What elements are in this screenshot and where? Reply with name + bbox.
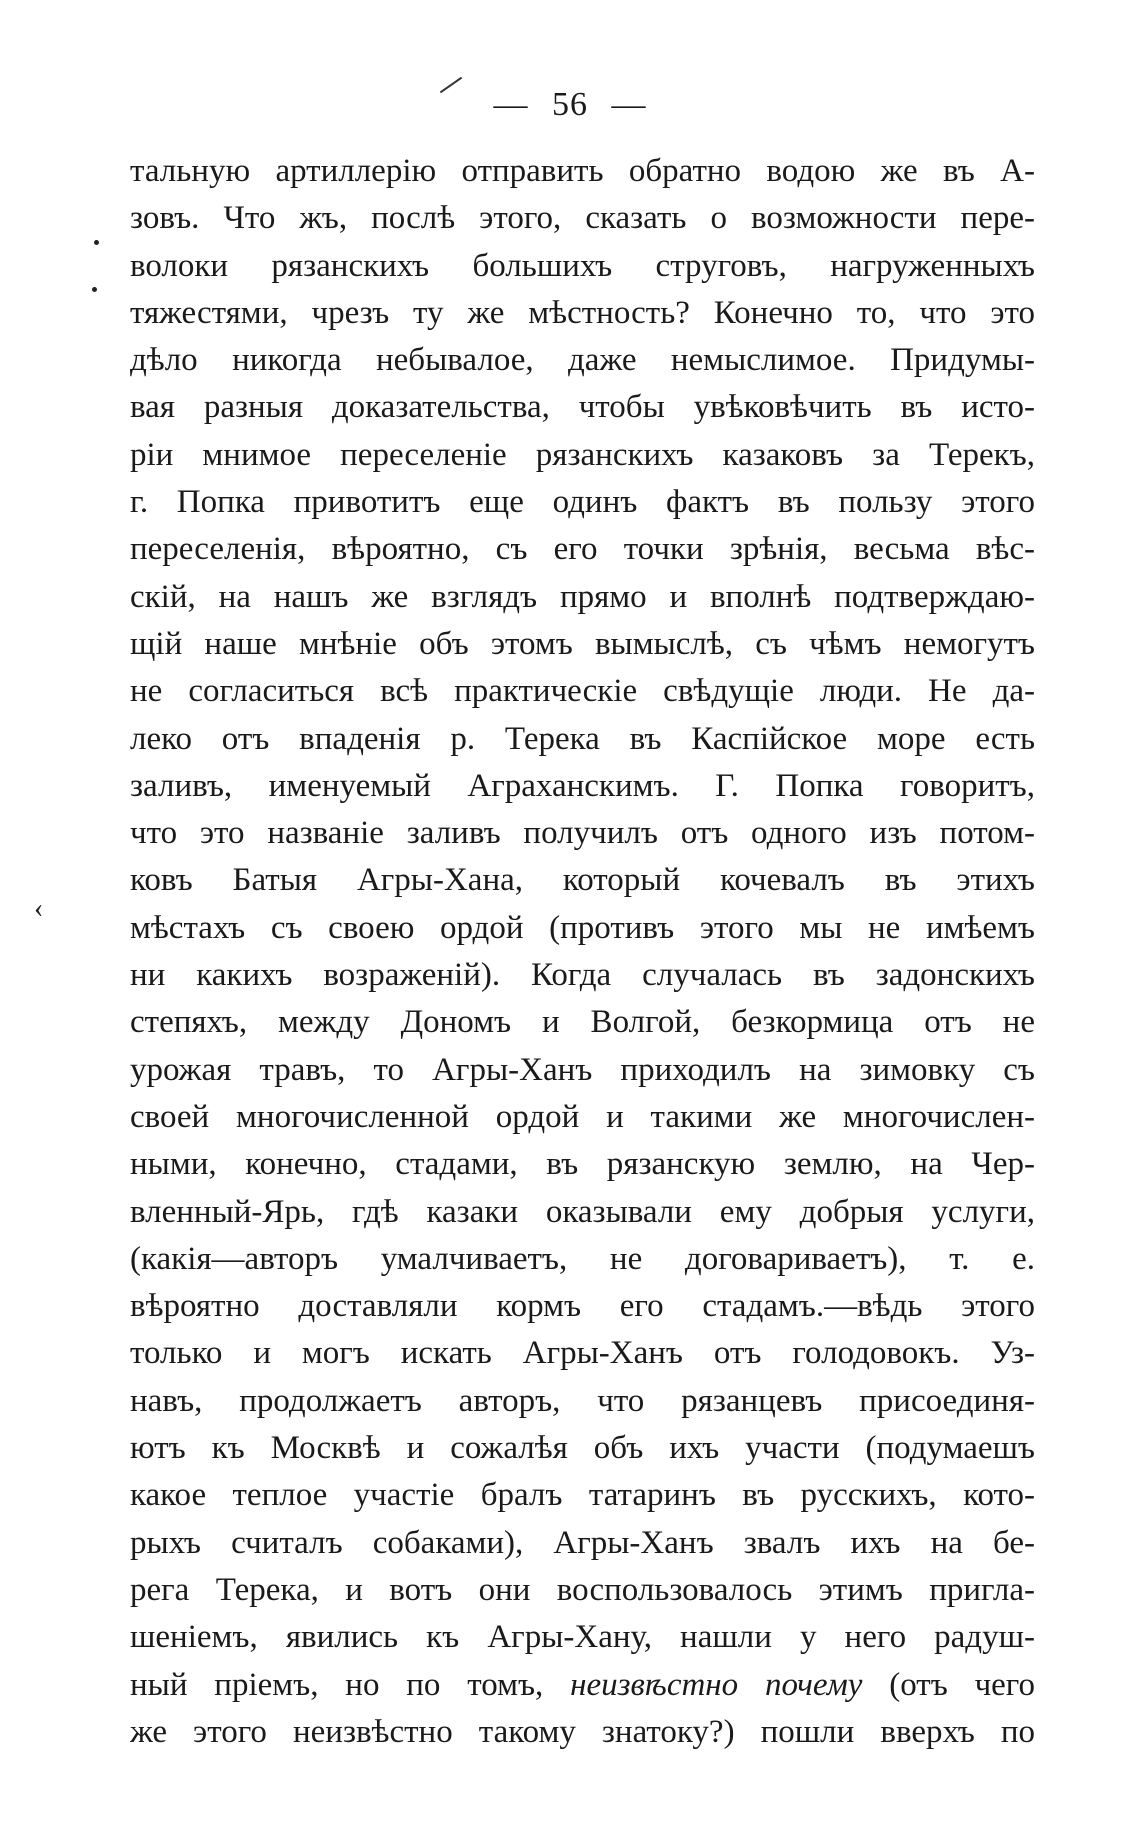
text-line: рiи мнимое переселенiе рязанскихъ казаковъ за Терекъ,: [130, 436, 1035, 473]
text-line: мѣстахъ съ своею ордой (противъ этого мы не имѣемъ: [130, 909, 1035, 946]
text-line-with-italic: [130, 1662, 1035, 1709]
text-line: рега Терека, и вотъ они воспользовалось этимъ пригла-: [130, 1571, 1035, 1608]
margin-tick-mark: ‹: [34, 893, 44, 924]
text-line: волоки рязанскихъ большихъ струговъ, нагруженныхъ: [130, 247, 1035, 284]
text-line: что это названiе заливъ получилъ отъ одного изъ потом-: [130, 815, 1035, 852]
text-line: дѣло никогда небывалое, даже немыслимое. Придумы-: [130, 342, 1035, 379]
text-line: заливъ, именуемый Аграханскимъ. Г. Попка говоритъ,: [130, 767, 1035, 804]
text-line: тяжестями, чрезъ ту же мѣстность? Конечно то, что это: [130, 294, 1035, 331]
text-line: щiй наше мнѣнiе объ этомъ вымыслѣ, съ чѣмъ немогутъ: [130, 625, 1035, 662]
text-line: же этого неизвѣстно такому знатоку?) пошли вверхъ по: [130, 1713, 1035, 1750]
text-line: ковъ Батыя Агры-Хана, который кочевалъ въ этихъ: [130, 862, 1035, 899]
text-line: рыхъ считалъ собаками), Агры-Ханъ звалъ ихъ на бе-: [130, 1524, 1035, 1561]
text-line: тальную артиллерiю отправить обратно водою же въ А-: [130, 153, 1035, 189]
text-line: зовъ. Что жъ, послѣ этого, сказать о возможности пере-: [130, 200, 1035, 237]
text-line: переселенiя, вѣроятно, съ его точки зрѣнiя, весьма вѣс-: [130, 531, 1035, 568]
page-number-dash-left: —: [493, 86, 529, 123]
text-line: вѣроятно доставляли кормъ его стадамъ.—вѣдь этого: [130, 1288, 1035, 1325]
text-line: степяхъ, между Дономъ и Волгой, безкормица отъ не: [130, 1004, 1035, 1041]
text-line: ными, конечно, стадами, въ рязанскую землю, на Чер-: [130, 1146, 1035, 1183]
text-line: вая разныя доказательства, чтобы увѣковѣчить въ исто-: [130, 389, 1035, 426]
page-number: [0, 86, 1140, 124]
text-line: навъ, продолжаетъ авторъ, что рязанцевъ присоединя-: [130, 1382, 1035, 1419]
page-number-dash-right: —: [611, 86, 647, 123]
text-line: г. Попка привотитъ еще одинъ фактъ въ пользу этого: [130, 484, 1035, 521]
margin-dot: [94, 240, 99, 245]
text-segment: ный прiемъ, но по томъ,: [130, 1666, 544, 1703]
text-line: только и могъ искать Агры-Ханъ отъ голодовокъ. Уз-: [130, 1335, 1035, 1372]
text-line: скiй, на нашъ же взглядъ прямо и вполнѣ подтверждаю-: [130, 578, 1035, 615]
text-line: леко отъ впаденiя р. Терека въ Каспiйское море есть: [130, 720, 1035, 757]
italic-phrase: неизвѣстно почему: [570, 1666, 863, 1703]
text-line: своей многочисленной ордой и такими же многочислен-: [130, 1098, 1035, 1135]
text-line: урожая травъ, то Агры-Ханъ приходилъ на зимовку съ: [130, 1051, 1035, 1088]
text-segment: (отъ чего: [889, 1666, 1035, 1703]
body-text: [130, 148, 1035, 1756]
text-line: ютъ къ Москвѣ и сожалѣя объ ихъ участи (подумаешъ: [130, 1430, 1035, 1467]
page-number-value: 56: [552, 86, 588, 123]
margin-dot: [92, 287, 97, 292]
text-line: вленный-Ярь, гдѣ казаки оказывали ему добрыя услуги,: [130, 1193, 1035, 1230]
text-line: шенiемъ, явились къ Агры-Хану, нашли у него радуш-: [130, 1619, 1035, 1656]
text-line: какое теплое участiе бралъ татаринъ въ русскихъ, кото-: [130, 1477, 1035, 1514]
text-line: (какiя—авторъ умалчиваетъ, не договариваетъ), т. е.: [130, 1240, 1035, 1277]
text-line: не согласиться всѣ практическiе свѣдущiе люди. Не да-: [130, 673, 1035, 710]
text-line: ни какихъ возраженiй). Когда случалась въ задонскихъ: [130, 957, 1035, 994]
